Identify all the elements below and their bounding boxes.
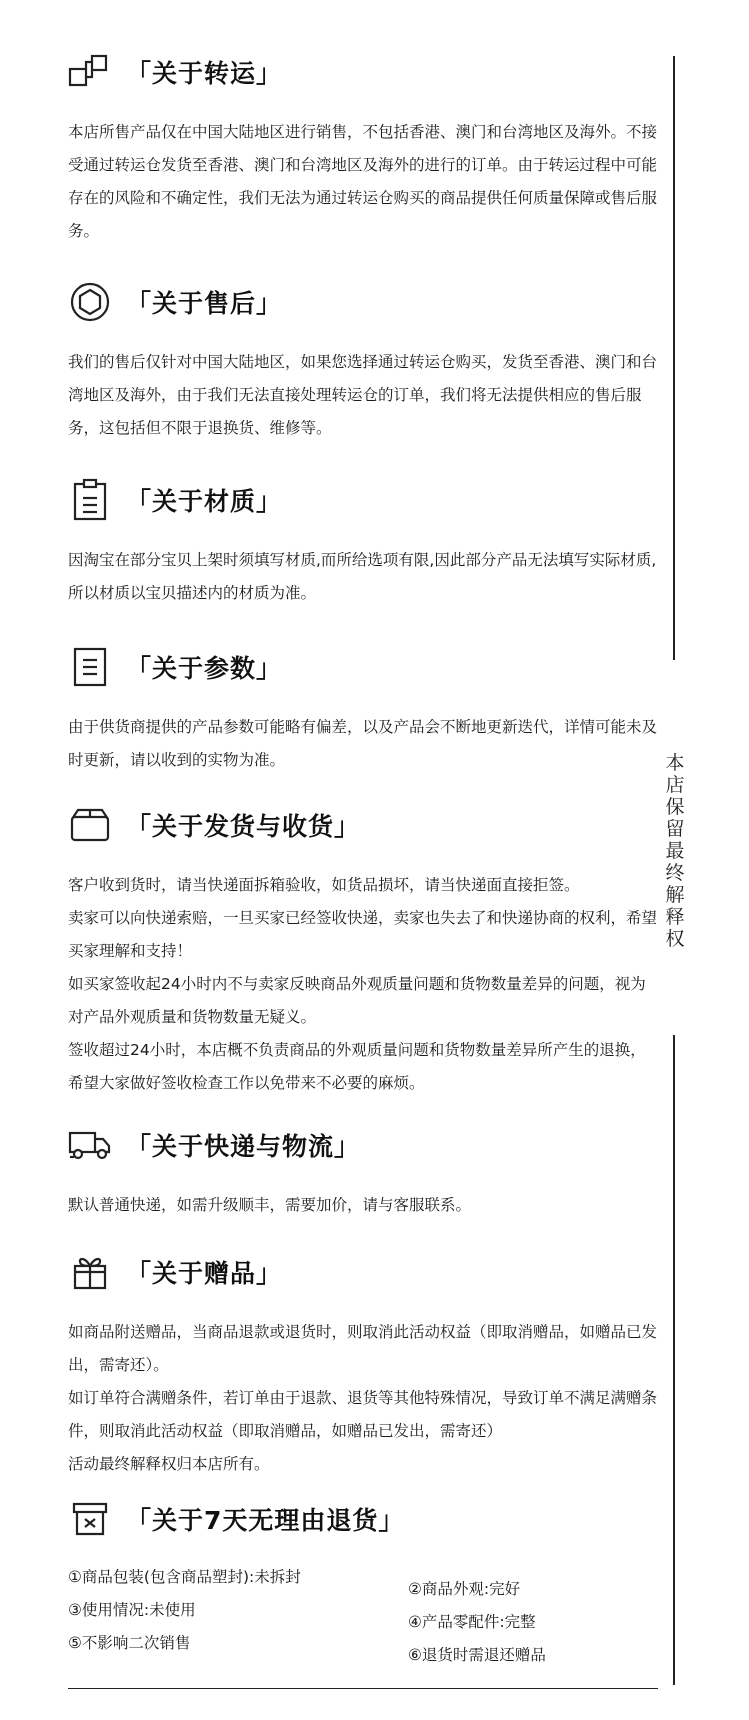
section-header <box>68 1123 658 1167</box>
side-label-char: 终 <box>665 862 685 884</box>
section-transship <box>68 50 658 248</box>
side-label-char: 店 <box>665 774 685 796</box>
section-parameters <box>68 645 658 777</box>
list-item: ④产品零配件:完整 <box>408 1613 536 1631</box>
section-title: 「关于赠品」 <box>126 1259 283 1288</box>
truck-icon <box>68 1123 112 1167</box>
section-material <box>68 478 658 610</box>
paragraph: 本店所售产品仅在中国大陆地区进行销售，不包括香港、澳门和台湾地区及海外。不接受通过转运仓发货至香港、澳门和台湾地区及海外的进行的订单。由于转运过程中可能存在的风险和不确定性，我们无法为通过转运仓购买的商品提供任何质量保障或售后服务。 <box>68 123 658 240</box>
paragraph: 因淘宝在部分宝贝上架时须填写材质,而所给选项有限,因此部分产品无法填写实际材质,所以材质以宝贝描述内的材质为准。 <box>68 551 657 602</box>
section-header <box>68 803 658 847</box>
section-title: 「关于参数」 <box>126 654 283 683</box>
clipboard-icon <box>68 478 112 522</box>
paragraph: 默认普通快递，如需升级顺丰，需要加价，请与客服联系。 <box>68 1196 472 1214</box>
paragraph: 签收超过24小时，本店概不负责商品的外观质量问题和货物数量差异所产生的退换，希望大家做好签收检查工作以免带来不必要的麻烦。 <box>68 1041 646 1092</box>
list-item: ③使用情况:未使用 <box>68 1601 196 1619</box>
paragraph: 如商品附送赠品，当商品退款或退货时，则取消此活动权益（即取消赠品，如赠品已发出，需寄还）。 <box>68 1323 658 1374</box>
list-item: ⑥退货时需退还赠品 <box>408 1646 546 1664</box>
side-label <box>664 752 686 950</box>
bottom-divider <box>68 1688 658 1689</box>
return-conditions <box>68 1561 658 1672</box>
section-body <box>68 116 658 248</box>
paragraph: 由于供货商提供的产品参数可能略有偏差，以及产品会不断地更新迭代，详情可能未及时更新，请以收到的实物为准。 <box>68 718 658 769</box>
list-item: ①商品包装(包含商品塑封):未拆封 <box>68 1568 301 1586</box>
section-header <box>68 1497 658 1541</box>
hexagon-icon <box>68 280 112 324</box>
side-label-char: 解 <box>665 884 685 906</box>
paragraph: 活动最终解释权归本店所有。 <box>68 1455 270 1473</box>
section-title: 「关于快递与物流」 <box>126 1132 361 1161</box>
side-divider-bottom <box>673 1035 675 1685</box>
side-label-char: 本 <box>665 752 685 774</box>
side-label-char: 权 <box>665 928 685 950</box>
side-label-char: 留 <box>665 818 685 840</box>
boxes-icon <box>68 50 112 94</box>
section-header <box>68 478 658 522</box>
section-body <box>68 1189 658 1222</box>
section-gifts <box>68 1250 658 1481</box>
section-7day-return <box>68 1497 658 1672</box>
conditions-left <box>68 1561 408 1672</box>
return-box-icon <box>68 1497 112 1541</box>
paragraph: 如买家签收起24小时内不与卖家反映商品外观质量问题和货物数量差异的问题，视为对产品外观质量和货物数量无疑义。 <box>68 975 646 1026</box>
side-label-char: 释 <box>665 906 685 928</box>
section-delivery-logistics <box>68 1123 658 1222</box>
section-header <box>68 280 658 324</box>
section-body <box>68 711 658 777</box>
paragraph: 卖家可以向快递索赔，一旦买家已经签收快递，卖家也失去了和快递协商的权利，希望买家理解和支持！ <box>68 909 658 960</box>
document-icon <box>68 645 112 689</box>
section-title: 「关于转运」 <box>126 59 283 88</box>
list-item: ⑤不影响二次销售 <box>68 1634 191 1652</box>
package-icon <box>68 803 112 847</box>
section-header <box>68 1250 658 1294</box>
section-body <box>68 346 658 445</box>
section-body <box>68 1316 658 1481</box>
paragraph: 我们的售后仅针对中国大陆地区，如果您选择通过转运仓购买，发货至香港、澳门和台湾地区及海外，由于我们无法直接处理转运仓的订单，我们将无法提供相应的售后服务，这包括但不限于退换货、维修等。 <box>68 353 658 437</box>
section-title: 「关于发货与收货」 <box>126 812 361 841</box>
side-label-char: 最 <box>665 840 685 862</box>
side-label-char: 保 <box>665 796 685 818</box>
list-item: ②商品外观:完好 <box>408 1580 521 1598</box>
section-shipping-receiving <box>68 803 658 1100</box>
paragraph: 如订单符合满赠条件，若订单由于退款、退货等其他特殊情况，导致订单不满足满赠条件，则取消此活动权益（即取消赠品，如赠品已发出，需寄还） <box>68 1389 658 1440</box>
section-body <box>68 869 658 1100</box>
paragraph: 客户收到货时，请当快递面拆箱验收，如货品损坏，请当快递面直接拒签。 <box>68 876 580 894</box>
section-title: 「关于售后」 <box>126 289 283 318</box>
section-title: 「关于7天无理由退货」 <box>126 1506 405 1535</box>
section-after-sales <box>68 280 658 445</box>
side-divider-top <box>673 56 675 660</box>
section-title: 「关于材质」 <box>126 487 283 516</box>
section-header <box>68 645 658 689</box>
section-body <box>68 544 658 610</box>
gift-icon <box>68 1250 112 1294</box>
section-header <box>68 50 658 94</box>
conditions-right <box>408 1561 546 1672</box>
